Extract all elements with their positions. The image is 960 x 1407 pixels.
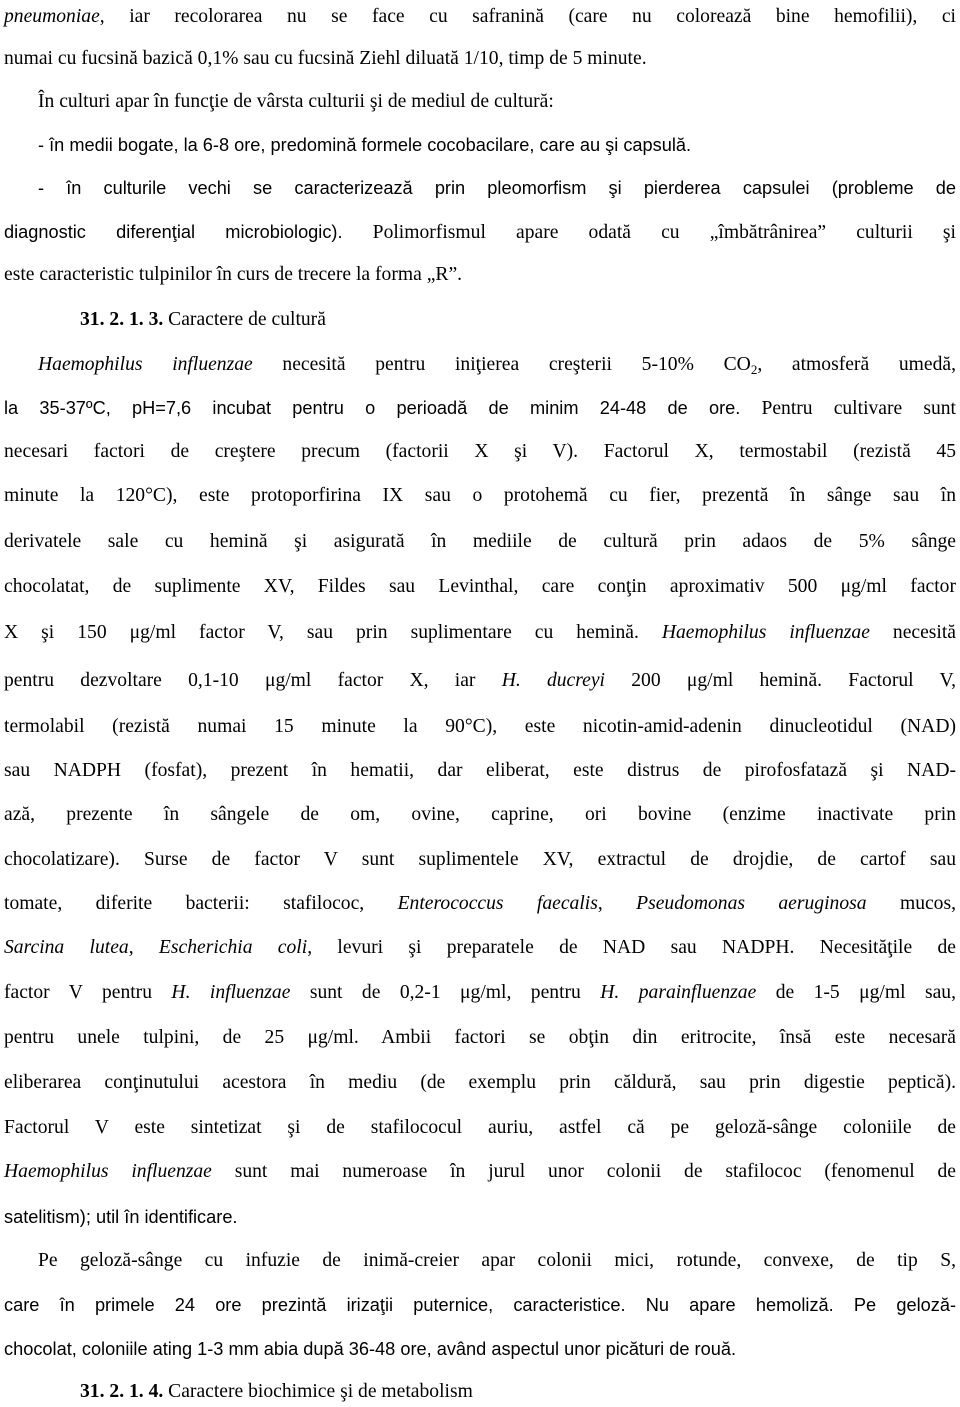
text-run: Caractere de cultură: [168, 309, 326, 330]
text-line: [4, 889, 956, 919]
text-run: Pe geloză-sânge cu infuzie de inimă-creier apar colonii mici, rotunde, convexe, de tip S,: [38, 1250, 956, 1271]
italic-term: Enterococcus faecalis: [397, 893, 598, 914]
text-run: În culturi apar în funcţie de vârsta culturii şi de mediul de cultură:: [38, 91, 554, 112]
text-run: Pe geloză-: [853, 1295, 956, 1315]
text-run: mucos,: [866, 893, 957, 914]
text-line: [4, 978, 956, 1008]
text-line: [4, 618, 956, 648]
text-run: pentru unele tulpini, de 25 μg/ml. Ambii factori se obţin din eritrocite, însă este necesară: [4, 1027, 956, 1048]
text-line: [80, 1377, 956, 1407]
italic-term: pneumoniae: [4, 6, 100, 27]
text-run: Pentru cultivare sunt: [740, 398, 956, 419]
text-run: pentru dezvoltare 0,1-10 μg/ml factor X, iar: [4, 670, 502, 691]
italic-term: H. parainfluenzae: [600, 982, 757, 1003]
text-run: - în medii bogate, la 6-8 ore, predomină formele cocobacilare, care au şi capsulă.: [38, 135, 692, 155]
text-run: numai cu fucsină bazică 0,1% sau cu fucsină Ziehl diluată 1/10, timp de 5 minute.: [4, 48, 647, 69]
text-line: [4, 260, 956, 290]
italic-term: Haemophilus influenzae: [38, 354, 253, 375]
text-line: [38, 173, 956, 203]
text-run: Caractere biochimice şi de metabolism: [168, 1381, 473, 1402]
text-line: [4, 44, 956, 74]
text-line: [4, 712, 956, 742]
text-line: [4, 756, 956, 786]
text-line: [4, 527, 956, 557]
text-run: 2: [750, 362, 758, 377]
text-run: la 35-37ºC, pH=7,6 incubat pentru o perioadă de minim 24-48 de ore.: [4, 398, 741, 418]
text-run: ,: [128, 937, 159, 958]
text-run: este caracteristic tulpinilor în curs de trecere la forma „R”.: [4, 264, 463, 285]
text-line: [38, 87, 956, 117]
text-line: [4, 1157, 956, 1187]
text-line: [4, 437, 956, 467]
text-run: eliberarea conţinutului acestora în mediu (de exemplu prin căldură, sau prin digestie peptică).: [4, 1072, 956, 1093]
text-line: [4, 481, 956, 511]
italic-term: Sarcina lutea: [4, 937, 129, 958]
text-line: [38, 130, 956, 160]
text-run: satelitism); util în identificare.: [4, 1207, 238, 1227]
text-run: chocolatizare). Surse de factor V sunt suplimentele XV, extractul de drojdie, de cartof sau: [4, 849, 956, 870]
text-line: [80, 305, 956, 335]
italic-term: Pseudomonas aeruginosa: [636, 893, 867, 914]
text-run: chocolatat, de suplimente XV, Fildes sau Levinthal, care conţin aproximativ 500 μg/ml factor: [4, 576, 956, 597]
text-line: [4, 1023, 956, 1053]
text-line: [4, 1290, 956, 1320]
text-line: [4, 393, 956, 423]
text-line: [4, 1113, 956, 1143]
text-line: [4, 572, 956, 602]
section-number: 31. 2. 1. 4.: [80, 1381, 169, 1402]
text-run: tomate, diferite bacterii: stafilococ,: [4, 893, 398, 914]
text-line: [4, 666, 956, 696]
text-line: [4, 217, 956, 247]
text-line: [4, 1334, 956, 1364]
text-run: ,: [597, 893, 637, 914]
text-run: Nu apare hemoliză.: [625, 1295, 854, 1315]
text-line: [38, 1246, 956, 1276]
text-run: derivatele sale cu hemină şi asigurată în mediile de cultură prin adaos de 5% sânge: [4, 531, 956, 552]
text-run: care în primele 24 ore prezintă irizaţii puternice, caracteristice.: [4, 1295, 626, 1315]
text-run: necesită pentru iniţierea creşterii 5-10% CO: [252, 354, 751, 375]
text-run: sunt mai numeroase în jurul unor colonii de stafilococ (fenomenul de: [211, 1161, 956, 1182]
text-run: necesită: [869, 622, 957, 643]
text-run: diagnostic diferenţial microbiologic).: [4, 222, 343, 242]
text-run: , levuri şi preparatele de NAD sau NADPH. Necesităţile de: [307, 937, 956, 958]
text-run: - în culturile vechi se caracterizează prin pleomorfism şi pierderea capsulei (probleme de: [38, 178, 956, 198]
italic-term: Haemophilus influenzae: [4, 1161, 212, 1182]
text-line: [4, 933, 956, 963]
italic-term: Haemophilus influenzae: [661, 622, 870, 643]
text-run: minute la 120°C), este protoporfirina IX sau o protohemă cu fier, prezentă în sânge sau în: [4, 485, 956, 506]
text-run: chocolat, coloniile ating 1-3 mm abia după 36-48 ore, având aspectul unor picături de rouă.: [4, 1339, 736, 1359]
italic-term: H. ducreyi: [501, 670, 605, 691]
text-run: , atmosferă umedă,: [757, 354, 956, 375]
text-run: Factorul V este sintetizat şi de stafilococul auriu, astfel că pe geloză-sânge coloniile de: [4, 1117, 956, 1138]
text-run: sunt de 0,2-1 μg/ml, pentru: [290, 982, 601, 1003]
text-line: [4, 1068, 956, 1098]
text-line: [4, 800, 956, 830]
text-run: 200 μg/ml hemină. Factorul V,: [605, 670, 956, 691]
text-line: [4, 1202, 956, 1232]
text-run: ază, prezente în sângele de om, ovine, caprine, ori bovine (enzime inactivate prin: [4, 804, 956, 825]
text-run: de 1-5 μg/ml sau,: [756, 982, 956, 1003]
text-run: X şi 150 μg/ml factor V, sau prin suplimentare cu hemină.: [4, 622, 662, 643]
text-run: factor V pentru: [4, 982, 172, 1003]
text-line: [4, 845, 956, 875]
italic-term: H. influenzae: [171, 982, 291, 1003]
text-run: termolabil (rezistă numai 15 minute la 90°C), este nicotin-amid-adenin dinucleotidul (NAD): [4, 716, 956, 737]
text-line: [4, 2, 956, 32]
section-number: 31. 2. 1. 3.: [80, 309, 169, 330]
text-run: necesari factori de creştere precum (factorii X şi V). Factorul X, termostabil (rezistă 45: [4, 441, 956, 462]
text-line: [38, 350, 956, 380]
text-run: sau NADPH (fosfat), prezent în hematii, dar eliberat, este distrus de pirofosfatază şi NAD-: [4, 760, 956, 781]
text-run: , iar recolorarea nu se face cu safranină (care nu colorează bine hemofilii), ci: [99, 6, 956, 27]
italic-term: Escherichia coli: [158, 937, 308, 958]
text-run: Polimorfismul apare odată cu „îmbătrânirea” culturii şi: [342, 222, 956, 243]
